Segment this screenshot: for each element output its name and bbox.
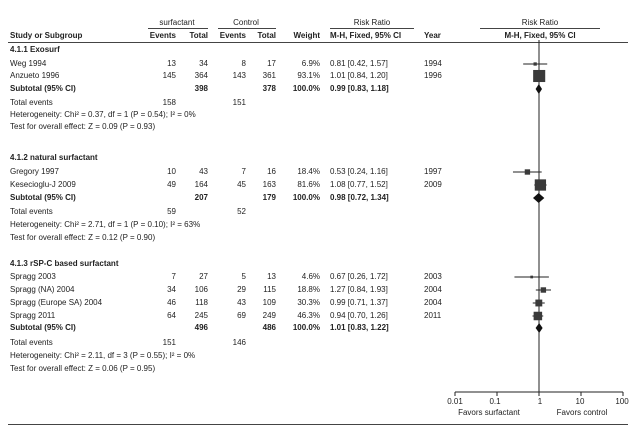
surfactant-group-header: surfactant (159, 18, 195, 27)
subtotal-ci: 0.98 [0.72, 1.34] (330, 193, 389, 202)
total-events2: 151 (232, 98, 246, 107)
subtotal-total2: 179 (262, 193, 276, 202)
events2: 8 (241, 59, 246, 68)
favors-control-label: Favors control (556, 408, 608, 417)
risk-ratio-ci: 0.81 [0.42, 1.57] (330, 59, 388, 68)
total-events-label: Total events (10, 207, 53, 216)
study-name: Anzueto 1996 (10, 71, 60, 80)
total-events2: 52 (237, 207, 246, 216)
study-name: Gregory 1997 (10, 167, 59, 176)
subtotal-total1: 207 (194, 193, 208, 202)
year: 2004 (424, 285, 442, 294)
total2: 16 (267, 167, 276, 176)
events1: 64 (167, 311, 176, 320)
year: 1997 (424, 167, 442, 176)
events1: 7 (171, 272, 176, 281)
subtotal-diamond (536, 84, 542, 94)
risk-ratio-ci: 0.53 [0.24, 1.16] (330, 167, 388, 176)
subtotal-weight: 100.0% (292, 323, 320, 332)
year: 1994 (424, 59, 442, 68)
subtotal-diamond (533, 193, 544, 203)
study-column-header: Study or Subgroup (10, 31, 83, 40)
risk-ratio-ci: 0.94 [0.70, 1.26] (330, 311, 388, 320)
subtotal-total2: 486 (262, 323, 276, 332)
heterogeneity-text: Heterogeneity: Chi² = 0.37, df = 1 (P = 0.54); I² = 0% (10, 110, 196, 119)
subtotal-label: Subtotal (95% CI) (10, 193, 76, 202)
total2: 109 (262, 298, 276, 307)
risk-ratio-ci: 0.67 [0.26, 1.72] (330, 272, 388, 281)
subtotal-weight: 100.0% (292, 193, 320, 202)
study-point (525, 169, 530, 174)
overall-effect-text: Test for overall effect: Z = 0.09 (P = 0.93) (10, 122, 156, 131)
study-name: Kesecioglu-J 2009 (10, 180, 76, 189)
events2: 5 (241, 272, 246, 281)
risk-ratio-ci: 1.01 [0.84, 1.20] (330, 71, 388, 80)
events1: 49 (167, 180, 176, 189)
subtotal-total1: 398 (194, 84, 208, 93)
events1-header: Events (149, 31, 176, 40)
year: 1996 (424, 71, 442, 80)
subgroup-title: 4.1.3 rSP-C based surfactant (10, 259, 119, 268)
total2: 115 (263, 285, 276, 294)
study-name: Spragg 2011 (10, 311, 56, 320)
weight: 18.8% (297, 285, 320, 294)
subgroup-title: 4.1.1 Exosurf (10, 45, 60, 54)
year-header: Year (424, 31, 441, 40)
risk-ratio-ci: 1.27 [0.84, 1.93] (330, 285, 388, 294)
subtotal-label: Subtotal (95% CI) (10, 323, 76, 332)
study-name: Weg 1994 (10, 59, 47, 68)
risk-ratio-ci: 0.99 [0.71, 1.37] (330, 298, 388, 307)
control-group-header: Control (233, 18, 259, 27)
subtotal-total2: 378 (262, 84, 276, 93)
total2: 13 (267, 272, 276, 281)
subgroup-title: 4.1.2 natural surfactant (10, 153, 98, 162)
total1-header: Total (189, 31, 208, 40)
tick-label: 1 (537, 397, 543, 406)
method-header: M-H, Fixed, 95% CI (330, 31, 402, 40)
total1: 364 (194, 71, 208, 80)
tick-label: 0.1 (489, 397, 501, 406)
subtotal-ci: 0.99 [0.83, 1.18] (330, 84, 389, 93)
year: 2003 (424, 272, 442, 281)
risk-ratio-ci: 1.08 [0.77, 1.52] (330, 180, 388, 189)
tick-label: 0.01 (447, 397, 463, 406)
study-point (530, 276, 533, 279)
forest-plot-title: Risk Ratio (521, 18, 559, 27)
weight: 46.3% (297, 311, 320, 320)
events2: 143 (232, 71, 246, 80)
subtotal-ci: 1.01 [0.83, 1.22] (330, 323, 389, 332)
subtotal-diamond (536, 323, 543, 333)
year: 2011 (424, 311, 442, 320)
overall-effect-text: Test for overall effect: Z = 0.06 (P = 0.95) (10, 364, 156, 373)
total2-header: Total (257, 31, 276, 40)
total1: 245 (194, 311, 208, 320)
study-name: Spragg (Europe SA) 2004 (10, 298, 103, 307)
total2: 17 (267, 59, 276, 68)
events1: 34 (167, 285, 176, 294)
events1: 13 (167, 59, 176, 68)
year: 2004 (424, 298, 442, 307)
total-events-label: Total events (10, 338, 53, 347)
overall-effect-text: Test for overall effect: Z = 0.12 (P = 0.90) (10, 233, 156, 242)
study-point (533, 70, 545, 82)
study-name: Spragg 2003 (10, 272, 56, 281)
events2: 69 (237, 311, 246, 320)
study-point (535, 179, 546, 190)
total1: 118 (195, 298, 208, 307)
total1: 106 (194, 285, 208, 294)
subtotal-label: Subtotal (95% CI) (10, 84, 76, 93)
total1: 34 (199, 59, 208, 68)
total1: 164 (194, 180, 208, 189)
plot-method-header: M-H, Fixed, 95% CI (504, 31, 576, 40)
weight: 18.4% (297, 167, 320, 176)
events2: 7 (241, 167, 246, 176)
events2-header: Events (219, 31, 246, 40)
total1: 43 (199, 167, 208, 176)
events2: 29 (237, 285, 246, 294)
heterogeneity-text: Heterogeneity: Chi² = 2.11, df = 3 (P = 0.55); I² = 0% (10, 351, 196, 360)
heterogeneity-text: Heterogeneity: Chi² = 2.71, df = 1 (P = 0.10); I² = 63% (10, 220, 201, 229)
risk-ratio-column-title: Risk Ratio (353, 18, 391, 27)
total-events1: 158 (162, 98, 176, 107)
total-events-label: Total events (10, 98, 53, 107)
total-events2: 146 (232, 338, 246, 347)
study-name: Spragg (NA) 2004 (10, 285, 75, 294)
weight-header: Weight (293, 31, 320, 40)
weight: 81.6% (297, 180, 320, 189)
total2: 361 (262, 71, 276, 80)
study-point (534, 312, 543, 321)
events2: 45 (237, 180, 246, 189)
subtotal-weight: 100.0% (292, 84, 320, 93)
events2: 43 (237, 298, 246, 307)
weight: 6.9% (301, 59, 320, 68)
total2: 163 (262, 180, 276, 189)
total-events1: 151 (162, 338, 176, 347)
tick-label: 100 (615, 397, 629, 406)
favors-surfactant-label: Favors surfactant (458, 408, 520, 417)
weight: 30.3% (297, 298, 320, 307)
total2: 249 (262, 311, 276, 320)
tick-label: 10 (575, 397, 585, 406)
total1: 27 (199, 272, 208, 281)
study-point (535, 300, 542, 307)
weight: 93.1% (297, 71, 320, 80)
weight: 4.6% (301, 272, 320, 281)
events1: 10 (167, 167, 176, 176)
events1: 145 (162, 71, 176, 80)
study-point (534, 62, 537, 65)
events1: 46 (167, 298, 176, 307)
total-events1: 59 (167, 207, 176, 216)
year: 2009 (424, 180, 442, 189)
subtotal-total1: 496 (194, 323, 208, 332)
study-point (541, 287, 546, 292)
